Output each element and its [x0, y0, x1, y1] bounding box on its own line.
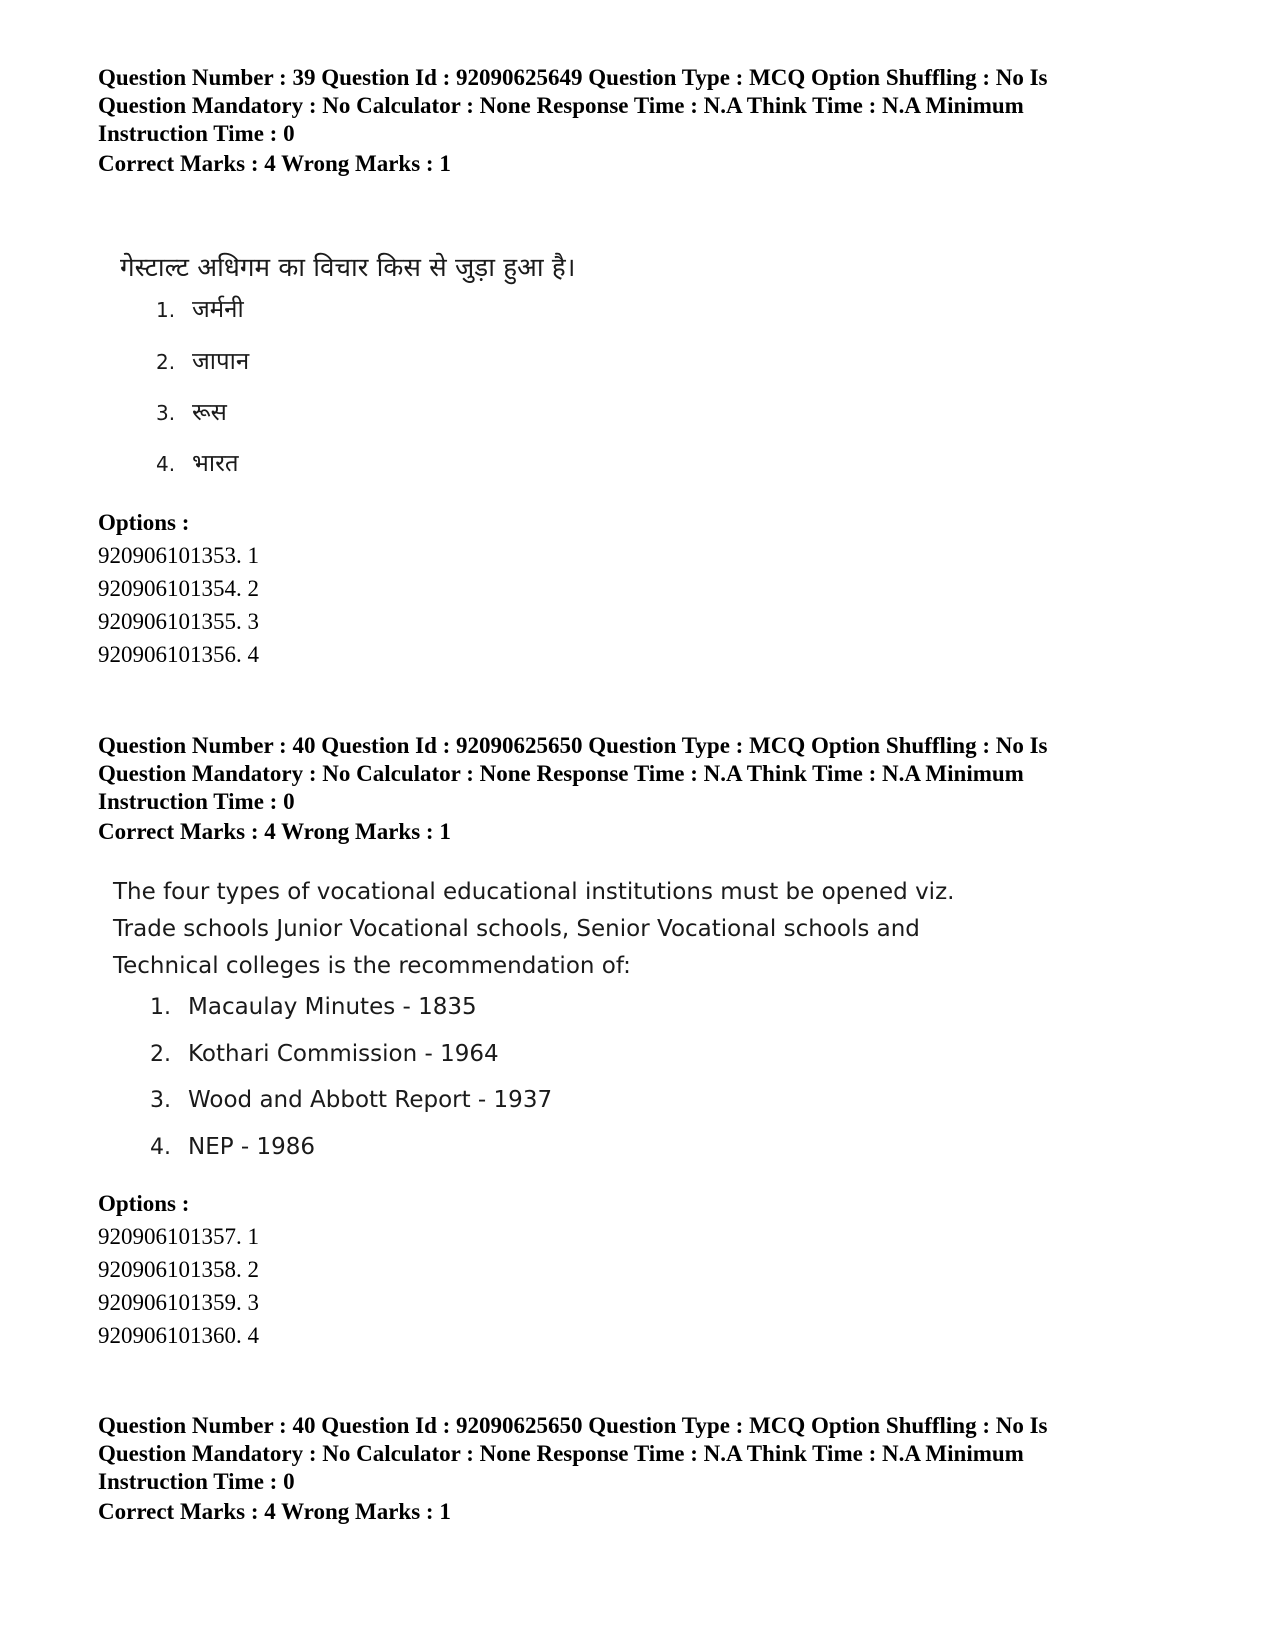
choice-item — [156, 292, 244, 325]
choice-number: 2. — [156, 350, 176, 374]
header-line: Question Mandatory : No Calculator : None Response Time : N.A Think Time : N.A Minimum — [98, 1441, 1024, 1466]
option-row: 920906101356. 4 — [98, 642, 259, 667]
header-line: Question Number : 40 Question Id : 92090625650 Question Type : MCQ Option Shuffling : No Is — [98, 1413, 1048, 1438]
choice-text: जापान — [192, 347, 250, 375]
choice-item — [150, 1041, 499, 1067]
choice-text: Wood and Abbott Report - 1937 — [188, 1087, 553, 1113]
choice-text: Kothari Commission - 1964 — [188, 1041, 499, 1067]
header-line: Question Mandatory : No Calculator : None Response Time : N.A Think Time : N.A Minimum — [98, 761, 1024, 786]
choice-item — [150, 1134, 315, 1160]
choice-number: 1. — [150, 995, 171, 1020]
option-row: 920906101354. 2 — [98, 576, 259, 601]
option-row: 920906101360. 4 — [98, 1323, 259, 1348]
question-39-marks: Correct Marks : 4 Wrong Marks : 1 — [98, 151, 451, 176]
choice-number: 2. — [150, 1042, 171, 1067]
question-stem-line: The four types of vocational educational institutions must be opened viz. — [113, 879, 955, 905]
options-label: Options : — [98, 510, 190, 535]
question-40-marks: Correct Marks : 4 Wrong Marks : 1 — [98, 819, 451, 844]
header-line: Question Number : 39 Question Id : 92090625649 Question Type : MCQ Option Shuffling : No Is — [98, 65, 1048, 90]
option-row: 920906101358. 2 — [98, 1257, 259, 1282]
choice-text: Macaulay Minutes - 1835 — [188, 994, 477, 1020]
choice-text: भारत — [192, 449, 239, 477]
question-stem-line: Trade schools Junior Vocational schools, Senior Vocational schools and — [113, 916, 920, 942]
choice-number: 3. — [150, 1088, 171, 1113]
option-row: 920906101353. 1 — [98, 543, 259, 568]
choice-item — [156, 344, 249, 377]
option-row: 920906101355. 3 — [98, 609, 259, 634]
header-line: Instruction Time : 0 — [98, 789, 295, 814]
choice-text: जर्मनी — [192, 295, 244, 323]
choice-text: रूस — [192, 398, 227, 426]
choice-item — [156, 446, 239, 479]
choice-number: 4. — [150, 1135, 171, 1160]
question-39-header — [98, 64, 1198, 148]
options-label: Options : — [98, 1191, 190, 1216]
choice-number: 1. — [156, 298, 176, 322]
question-marks-repeat: Correct Marks : 4 Wrong Marks : 1 — [98, 1499, 451, 1524]
question-header-repeat — [98, 1412, 1198, 1496]
question-stem-line: Technical colleges is the recommendation of: — [113, 953, 631, 979]
header-line: Question Number : 40 Question Id : 92090625650 Question Type : MCQ Option Shuffling : No Is — [98, 733, 1048, 758]
choice-number: 3. — [156, 401, 176, 425]
question-40-header — [98, 732, 1198, 816]
header-line: Instruction Time : 0 — [98, 1469, 295, 1494]
choice-item — [150, 1087, 552, 1113]
option-row: 920906101357. 1 — [98, 1224, 259, 1249]
option-row: 920906101359. 3 — [98, 1290, 259, 1315]
choice-item — [150, 994, 477, 1020]
question-stem: गेस्टाल्ट अधिगम का विचार किस से जुड़ा हुआ है। — [120, 253, 576, 283]
header-line: Question Mandatory : No Calculator : None Response Time : N.A Think Time : N.A Minimum — [98, 93, 1024, 118]
choice-item — [156, 395, 227, 428]
header-line: Instruction Time : 0 — [98, 121, 295, 146]
choice-number: 4. — [156, 452, 176, 476]
choice-text: NEP - 1986 — [188, 1134, 316, 1160]
